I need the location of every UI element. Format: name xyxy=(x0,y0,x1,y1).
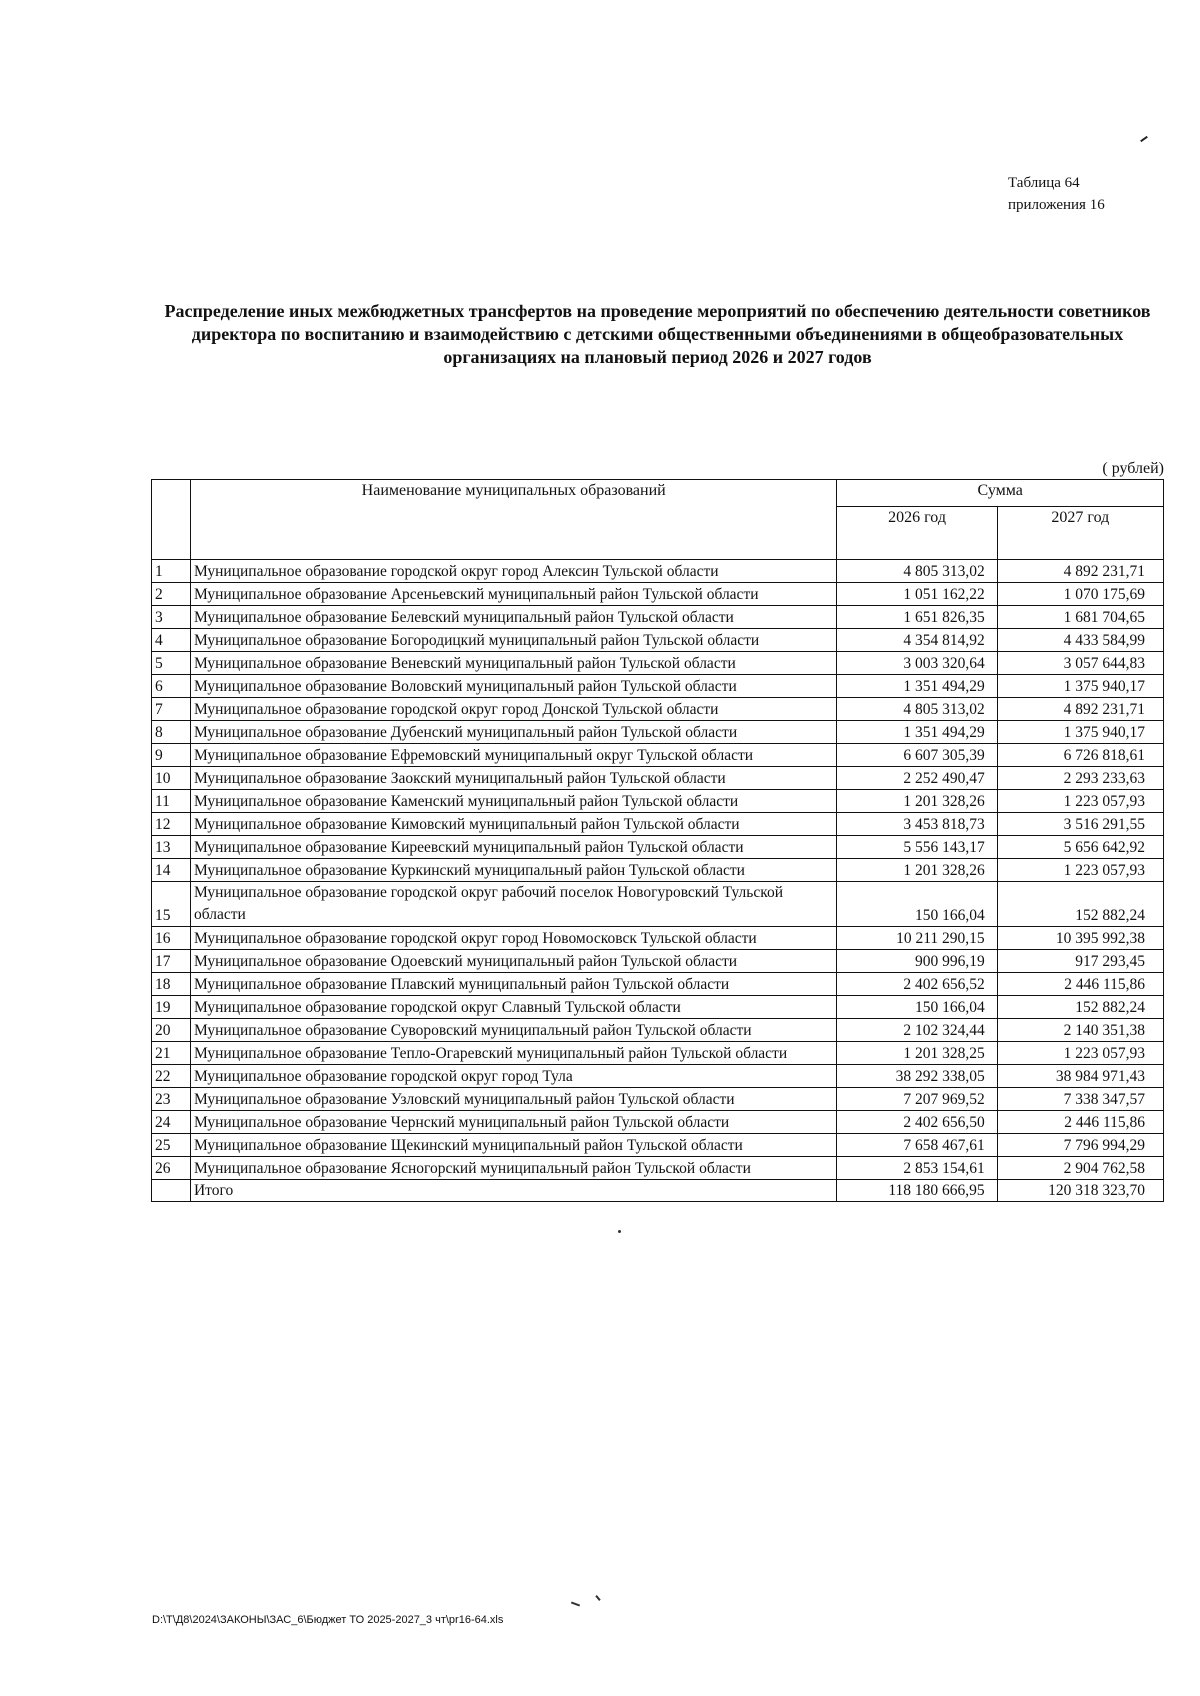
table-row xyxy=(152,950,1164,973)
table-footer xyxy=(152,1180,1164,1202)
municipality-name: Муниципальное образование городской округ город Донской Тульской области xyxy=(190,698,836,721)
table-row xyxy=(152,859,1164,882)
file-path: D:\Т\Д8\2024\ЗАКОНЫ\ЗАС_6\Бюджет ТО 2025-2027_3 чт\pr16-64.xls xyxy=(152,1614,504,1626)
amount-2027: 1 070 175,69 xyxy=(997,583,1163,606)
amount-2026: 1 201 328,25 xyxy=(837,1042,997,1065)
amount-2027: 4 433 584,99 xyxy=(997,629,1163,652)
document-title: Распределение иных межбюджетных трансфертов на проведение мероприятий по обеспечению деятельности советников директора по воспитанию и взаимодействию с детскими общественными объединениями в общеобразовательных организациях на плановый период 2026 и 2027 годов xyxy=(164,301,1151,367)
row-number: 6 xyxy=(152,675,191,698)
amount-2026: 3 003 320,64 xyxy=(837,652,997,675)
header-row-1 xyxy=(152,480,1164,507)
amount-2026: 6 607 305,39 xyxy=(837,744,997,767)
amount-2026: 1 201 328,26 xyxy=(837,790,997,813)
table-row xyxy=(152,583,1164,606)
amount-2026: 10 211 290,15 xyxy=(837,927,997,950)
table-row xyxy=(152,996,1164,1019)
row-number: 7 xyxy=(152,698,191,721)
row-number: 26 xyxy=(152,1157,191,1180)
table-row xyxy=(152,1065,1164,1088)
distribution-table xyxy=(151,479,1164,1202)
table-body xyxy=(152,560,1164,1180)
row-number: 18 xyxy=(152,973,191,996)
row-number: 21 xyxy=(152,1042,191,1065)
table-row xyxy=(152,721,1164,744)
amount-2026: 4 354 814,92 xyxy=(837,629,997,652)
row-number: 3 xyxy=(152,606,191,629)
amount-2026: 1 351 494,29 xyxy=(837,675,997,698)
amount-2027: 10 395 992,38 xyxy=(997,927,1163,950)
row-number: 4 xyxy=(152,629,191,652)
amount-2027: 2 293 233,63 xyxy=(997,767,1163,790)
row-number: 23 xyxy=(152,1088,191,1111)
row-number: 11 xyxy=(152,790,191,813)
municipality-name: Муниципальное образование Каменский муниципальный район Тульской области xyxy=(190,790,836,813)
municipality-name: Муниципальное образование Тепло-Огаревский муниципальный район Тульской области xyxy=(190,1042,836,1065)
amount-2026: 1 051 162,22 xyxy=(837,583,997,606)
table-row xyxy=(152,1134,1164,1157)
municipality-name: Муниципальное образование Одоевский муниципальный район Тульской области xyxy=(190,950,836,973)
row-number: 22 xyxy=(152,1065,191,1088)
header-name-cell: Наименование муниципальных образований xyxy=(190,480,836,560)
municipality-name: Муниципальное образование Узловский муниципальный район Тульской области xyxy=(190,1088,836,1111)
table-row xyxy=(152,882,1164,927)
table-row xyxy=(152,973,1164,996)
table-row xyxy=(152,629,1164,652)
amount-2027: 4 892 231,71 xyxy=(997,698,1163,721)
amount-2027: 7 796 994,29 xyxy=(997,1134,1163,1157)
row-number: 14 xyxy=(152,859,191,882)
amount-2026: 4 805 313,02 xyxy=(837,698,997,721)
amount-2027: 7 338 347,57 xyxy=(997,1088,1163,1111)
municipality-name: Муниципальное образование Плавский муниципальный район Тульской области xyxy=(190,973,836,996)
amount-2026: 150 166,04 xyxy=(837,882,997,927)
amount-2027: 2 446 115,86 xyxy=(997,973,1163,996)
amount-2026: 5 556 143,17 xyxy=(837,836,997,859)
amount-2027: 6 726 818,61 xyxy=(997,744,1163,767)
amount-2027: 4 892 231,71 xyxy=(997,560,1163,583)
table-caption xyxy=(1008,172,1105,216)
row-number: 13 xyxy=(152,836,191,859)
table-row xyxy=(152,652,1164,675)
municipality-name: Муниципальное образование Арсеньевский муниципальный район Тульской области xyxy=(190,583,836,606)
amount-2026: 2 853 154,61 xyxy=(837,1157,997,1180)
amount-2026: 2 402 656,50 xyxy=(837,1111,997,1134)
amount-2027: 2 904 762,58 xyxy=(997,1157,1163,1180)
amount-2027: 1 223 057,93 xyxy=(997,790,1163,813)
table-row xyxy=(152,813,1164,836)
row-number: 9 xyxy=(152,744,191,767)
total-label: Итого xyxy=(190,1180,836,1202)
amount-2026: 2 402 656,52 xyxy=(837,973,997,996)
amount-2027: 2 446 115,86 xyxy=(997,1111,1163,1134)
row-number: 16 xyxy=(152,927,191,950)
amount-2027: 917 293,45 xyxy=(997,950,1163,973)
row-number: 15 xyxy=(152,882,191,927)
header-year-2026: 2026 год xyxy=(837,507,997,560)
total-2027: 120 318 323,70 xyxy=(997,1180,1163,1202)
table-row xyxy=(152,927,1164,950)
amount-2026: 1 351 494,29 xyxy=(837,721,997,744)
dot-mark xyxy=(618,1230,621,1233)
unit-label: ( рублей) xyxy=(1102,460,1164,477)
pen-mark xyxy=(571,1602,580,1607)
municipality-name: Муниципальное образование Куркинский муниципальный район Тульской области xyxy=(190,859,836,882)
table-row xyxy=(152,560,1164,583)
municipality-name: Муниципальное образование Белевский муниципальный район Тульской области xyxy=(190,606,836,629)
municipality-name: Муниципальное образование Киреевский муниципальный район Тульской области xyxy=(190,836,836,859)
amount-2027: 1 223 057,93 xyxy=(997,859,1163,882)
municipality-name: Муниципальное образование Щекинский муниципальный район Тульской области xyxy=(190,1134,836,1157)
table-row xyxy=(152,1157,1164,1180)
amount-2027: 152 882,24 xyxy=(997,882,1163,927)
pen-mark xyxy=(1140,136,1148,142)
table-row xyxy=(152,836,1164,859)
municipality-name: Муниципальное образование городской округ рабочий поселок Новогуровский Тульской области xyxy=(190,882,836,927)
table-number: Таблица 64 xyxy=(1008,175,1080,191)
row-number: 1 xyxy=(152,560,191,583)
table-row xyxy=(152,1088,1164,1111)
amount-2026: 150 166,04 xyxy=(837,996,997,1019)
amount-2027: 3 057 644,83 xyxy=(997,652,1163,675)
table-row xyxy=(152,767,1164,790)
amount-2027: 1 681 704,65 xyxy=(997,606,1163,629)
municipality-name: Муниципальное образование городской округ город Новомосковск Тульской области xyxy=(190,927,836,950)
table-row xyxy=(152,1042,1164,1065)
amount-2026: 2 252 490,47 xyxy=(837,767,997,790)
row-number: 2 xyxy=(152,583,191,606)
table-row xyxy=(152,675,1164,698)
amount-2027: 1 375 940,17 xyxy=(997,721,1163,744)
amount-2026: 900 996,19 xyxy=(837,950,997,973)
header-year-2027: 2027 год xyxy=(997,507,1163,560)
table-row xyxy=(152,744,1164,767)
row-number: 17 xyxy=(152,950,191,973)
municipality-name: Муниципальное образование Воловский муниципальный район Тульской области xyxy=(190,675,836,698)
amount-2026: 4 805 313,02 xyxy=(837,560,997,583)
municipality-name: Муниципальное образование Чернский муниципальный район Тульской области xyxy=(190,1111,836,1134)
municipality-name: Муниципальное образование Ефремовский муниципальный округ Тульской области xyxy=(190,744,836,767)
table-row xyxy=(152,1019,1164,1042)
municipality-name: Муниципальное образование Веневский муниципальный район Тульской области xyxy=(190,652,836,675)
row-number: 5 xyxy=(152,652,191,675)
municipality-name: Муниципальное образование городской округ Славный Тульской области xyxy=(190,996,836,1019)
amount-2027: 38 984 971,43 xyxy=(997,1065,1163,1088)
municipality-name: Муниципальное образование городской округ город Тула xyxy=(190,1065,836,1088)
row-number: 19 xyxy=(152,996,191,1019)
amount-2027: 5 656 642,92 xyxy=(997,836,1163,859)
row-number: 20 xyxy=(152,1019,191,1042)
row-number: 12 xyxy=(152,813,191,836)
row-number: 10 xyxy=(152,767,191,790)
total-2026: 118 180 666,95 xyxy=(837,1180,997,1202)
municipality-name: Муниципальное образование городской округ город Алексин Тульской области xyxy=(190,560,836,583)
table-row xyxy=(152,1111,1164,1134)
header-number-cell xyxy=(152,480,191,560)
amount-2026: 38 292 338,05 xyxy=(837,1065,997,1088)
amount-2027: 1 223 057,93 xyxy=(997,1042,1163,1065)
total-row xyxy=(152,1180,1164,1202)
header-sum-cell: Сумма xyxy=(837,480,1164,507)
amount-2026: 7 658 467,61 xyxy=(837,1134,997,1157)
amount-2026: 1 651 826,35 xyxy=(837,606,997,629)
amount-2026: 1 201 328,26 xyxy=(837,859,997,882)
amount-2026: 2 102 324,44 xyxy=(837,1019,997,1042)
municipality-name: Муниципальное образование Богородицкий муниципальный район Тульской области xyxy=(190,629,836,652)
total-number-cell xyxy=(152,1180,191,1202)
row-number: 24 xyxy=(152,1111,191,1134)
amount-2027: 1 375 940,17 xyxy=(997,675,1163,698)
appendix-label: приложения 16 xyxy=(1008,197,1105,213)
amount-2026: 3 453 818,73 xyxy=(837,813,997,836)
table-row xyxy=(152,698,1164,721)
amount-2027: 152 882,24 xyxy=(997,996,1163,1019)
municipality-name: Муниципальное образование Ясногорский муниципальный район Тульской области xyxy=(190,1157,836,1180)
table-row xyxy=(152,606,1164,629)
row-number: 8 xyxy=(152,721,191,744)
amount-2027: 3 516 291,55 xyxy=(997,813,1163,836)
municipality-name: Муниципальное образование Заокский муниципальный район Тульской области xyxy=(190,767,836,790)
municipality-name: Муниципальное образование Суворовский муниципальный район Тульской области xyxy=(190,1019,836,1042)
table-row xyxy=(152,790,1164,813)
municipality-name: Муниципальное образование Кимовский муниципальный район Тульской области xyxy=(190,813,836,836)
municipality-name: Муниципальное образование Дубенский муниципальный район Тульской области xyxy=(190,721,836,744)
amount-2026: 7 207 969,52 xyxy=(837,1088,997,1111)
pen-mark xyxy=(595,1595,600,1601)
row-number: 25 xyxy=(152,1134,191,1157)
table-header xyxy=(152,480,1164,560)
amount-2027: 2 140 351,38 xyxy=(997,1019,1163,1042)
